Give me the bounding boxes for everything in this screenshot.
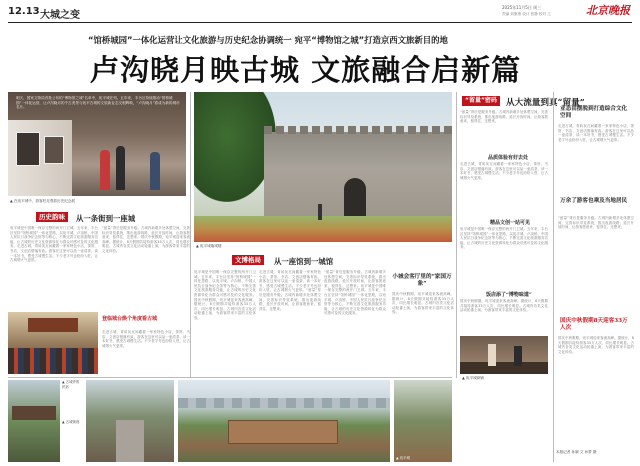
page-number: 12.13 [8, 6, 40, 17]
street-photo [8, 312, 98, 374]
subhead: 登临城台焕个角度看古城 [102, 316, 158, 322]
visitor-figure [150, 152, 160, 190]
market-caption: ▲ 宛平城商铺 [462, 376, 484, 380]
section-tag-history: 历史韵味 [36, 212, 68, 222]
alley-photo [86, 380, 174, 462]
side-headline: 业态由摆脱到打造综合文化空间 [560, 106, 628, 119]
body-column: 走进古城，青砖灰瓦间藏着一家家特色小店，茶馆、书店、文创店错落有致。游客在这里可以品一壶清茶，读一本好书，感受古城慢生活。不少老字号也纷纷入驻，让古城烟火气更浓。 [460, 162, 548, 180]
bottom-left-caption: ▲ 古城旁的民宿 [62, 380, 80, 389]
alley-path [116, 420, 144, 462]
shopper-figure [514, 346, 522, 366]
body-column: “留量”背后是服务升级。古城内新增多处休憩空间，完善标识导览系统，推出夜游线路，延长开放时间，让游客愿意来、留得住、还想来。宛平城是中国唯一保存完整的两开门卫城。五年来，丰台区坚持“馆桥城园”一体化思路，以宛平城、卢沟桥、中国人民抗日战争纪念馆等为核心，不断完善文化旅游服务功能，让古城的历史文化资源转化为群众可感可及的文化服务。 [324, 270, 386, 316]
shopper-figure [488, 344, 496, 366]
body-column: “留量”背后是服务升级。古城内新增多处休憩空间，完善标识导览系统，推出夜游线路，延长开放时间，让游客愿意来、留得住、还想来。 [460, 110, 548, 124]
masthead-rule [8, 22, 632, 23]
museum-photo [8, 92, 186, 196]
body-column: 宛平城是中国唯一保存完整的两开门卫城。五年来，丰台区坚持“馆桥城园”一体化思路，以宛平城、卢沟桥、中国人民抗日战争纪念馆等为核心，不断完善文化旅游服务功能，让古城的历史文化资源转化为群众可感可及的文化服务。走进古城，青砖灰瓦间藏着一家家特色小店，茶馆、书店、文创店错落有致。游客在这里可以品一壶清茶，读一本好书，感受古城慢生活。不少老字号也纷纷入驻，让古城烟火气更浓。 [10, 226, 98, 263]
exhibit-frame [16, 132, 40, 166]
section-tag-culture: 文博格局 [232, 255, 264, 265]
exhibit-frame [44, 136, 64, 164]
newspaper-brand: 北京晚报 [586, 4, 630, 17]
body-column: 宛平城是中国唯一保存完整的两开门卫城。五年来，丰台区坚持“馆桥城园”一体化思路，以宛平城、卢沟桥、中国人民抗日战争纪念馆等为核心，不断完善文化旅游服务功能，让古城的历史文化资源转化为群众可感可及的文化服务。国庆中秋假期，宛平城迎来客流高峰。据统计，8天假期共接待游客33万人次，同比增长明显。古城内各类文化活动轮番上演，为游客带来丰富的文化体验。 [194, 270, 256, 320]
body-column: 国庆中秋假期，宛平城迎来客流高峰。据统计，8天假期共接待游客33万人次，同比增长明显。古城内各类文化活动轮番上演，为游客带来丰富的文化体验。 [460, 299, 548, 313]
credits: 本版记者 孙颖 文 孙梦 摄 [556, 450, 597, 454]
masthead [0, 0, 640, 24]
intro-overlay [16, 96, 180, 110]
headline-kicker: “馆桥城园”一体化运营让文化旅游与历史纪念协调统一 宛平“博物馆之城”打造京西文旅新目的地 [88, 35, 448, 45]
subhead: 饭店添了“博物味道” [486, 292, 532, 298]
body-column: 国庆中秋假期，宛平城迎来客流高峰。据统计，8天假期共接待游客33万人次，同比增长明显。古城内各类文化活动轮番上演，为游客带来丰富的文化体验。 [392, 292, 454, 315]
bottom-right-photo [394, 380, 452, 462]
subhead: 小城会客厅里的“家国万象” [392, 274, 452, 287]
column-rule [190, 92, 191, 378]
subhead: 品质体验有好去处 [488, 155, 529, 161]
alley-caption: ▲ 古城街巷 [62, 420, 80, 424]
body-column: 走进古城，青砖灰瓦间藏着一家家特色小店，茶馆、书店、文创店错落有致。游客在这里可以品一壶清茶，读一本好书，感受古城慢生活。不少老字号也纷纷入驻，让古城烟火气更浓。 [102, 330, 190, 348]
subhead: 精品文创一站可见 [490, 220, 531, 226]
crowd [8, 348, 98, 374]
column-rule [456, 92, 457, 378]
side-headline: 万余了游客也乘及当地居民 [560, 198, 628, 204]
walled-town [228, 420, 338, 444]
wall-battlements [264, 126, 452, 134]
section-title-code: 从大流量到真“留量” [506, 98, 585, 108]
section-rule [8, 377, 452, 378]
visitor-figure [116, 146, 125, 190]
column-rule [553, 92, 554, 462]
city-skyline [178, 398, 390, 408]
body-column: “留量”背后是服务升级。古城内新增多处休憩空间，完善标识导览系统，推出夜游线路，延长开放时间，让游客愿意来、留得住、还想来。国庆中秋假期，宛平城迎来客流高峰。据统计，8天假期共接待游客33万人次，同比增长明显。古城内各类文化活动轮番上演，为游客带来丰富的文化体验。 [102, 226, 190, 253]
city-wall-caption: ▲ 宛平城墙城楼 [196, 244, 222, 248]
headline-main: 卢沟晓月映古城 文旅融合启新篇 [90, 53, 522, 87]
flower-bed [194, 216, 452, 242]
walker-figure [318, 204, 322, 220]
body-column: “留量”背后是服务升级。古城内新增多处休憩空间，完善标识导览系统，推出夜游线路，延长开放时间，让游客愿意来、留得住、还想来。 [558, 216, 634, 230]
museum-caption: ▲ 在宛平城中，游客驻足观看历史纪念展 [10, 199, 75, 203]
body-column: 国庆中秋假期，宛平城迎来客流高峰。据统计，8天假期共接待游客33万人次，同比增长明显。古城内各类文化活动轮番上演，为游客带来丰富的文化体验。 [558, 336, 634, 354]
shop-photo [460, 336, 548, 374]
meta-line: 责编 刘康康 设计 张静 校对 王 [502, 12, 551, 16]
city-wall-photo [194, 92, 452, 242]
section-tag-code: “留量”密码 [462, 96, 500, 106]
issue-date: 2025年11月5日 周三 [502, 5, 542, 10]
visitor-figure [100, 150, 110, 190]
panorama-photo [178, 380, 390, 462]
body-column: 宛平城是中国唯一保存完整的两开门卫城。五年来，丰台区坚持“馆桥城园”一体化思路，以宛平城、卢沟桥、中国人民抗日战争纪念馆等为核心，不断完善文化旅游服务功能，让古城的历史文化资源转化为群众可感可及的文化服务。 [460, 227, 548, 250]
gate-roof [28, 318, 78, 332]
bottom-left-photo [8, 380, 60, 462]
section-title-history: 从一条街到一座城 [76, 214, 136, 223]
side-headline: 国庆中秋假期8天迎客33万人次 [560, 318, 628, 331]
section-name: 大城之变 [40, 10, 80, 21]
bottom-right-caption: ▲ 宛平城 [396, 456, 410, 460]
body-column: 走进古城，青砖灰瓦间藏着一家家特色小店，茶馆、书店、文创店错落有致。游客在这里可以品一壶清茶，读一本好书，感受古城慢生活。不少老字号也纷纷入驻，让古城烟火气更浓。 [558, 124, 634, 142]
intro-text: 明天，国家文物局首批公布的“博物馆之城”名单中，宛平城在列。五年来，丰台区持续推动“馆桥城园”一体化运营，让卢沟晓月的千古美景与宛平古城的文旅新业态交相辉映，“卢沟晓月”将成为新的城市名片。 [16, 96, 180, 110]
house-roof [12, 406, 56, 420]
section-title-culture: 从一座馆到一城馆 [274, 257, 334, 266]
shop-counter [460, 362, 548, 374]
body-column: 走进古城，青砖灰瓦间藏着一家家特色小店，茶馆、书店、文创店错落有致。游客在这里可以品一壶清茶，读一本好书，感受古城慢生活。不少老字号也纷纷入驻，让古城烟火气更浓。“留量”背后是服务升级。古城内新增多处休憩空间，完善标识导览系统，推出夜游线路，延长开放时间，让游客愿意来、留得住、还想来。 [259, 270, 321, 311]
